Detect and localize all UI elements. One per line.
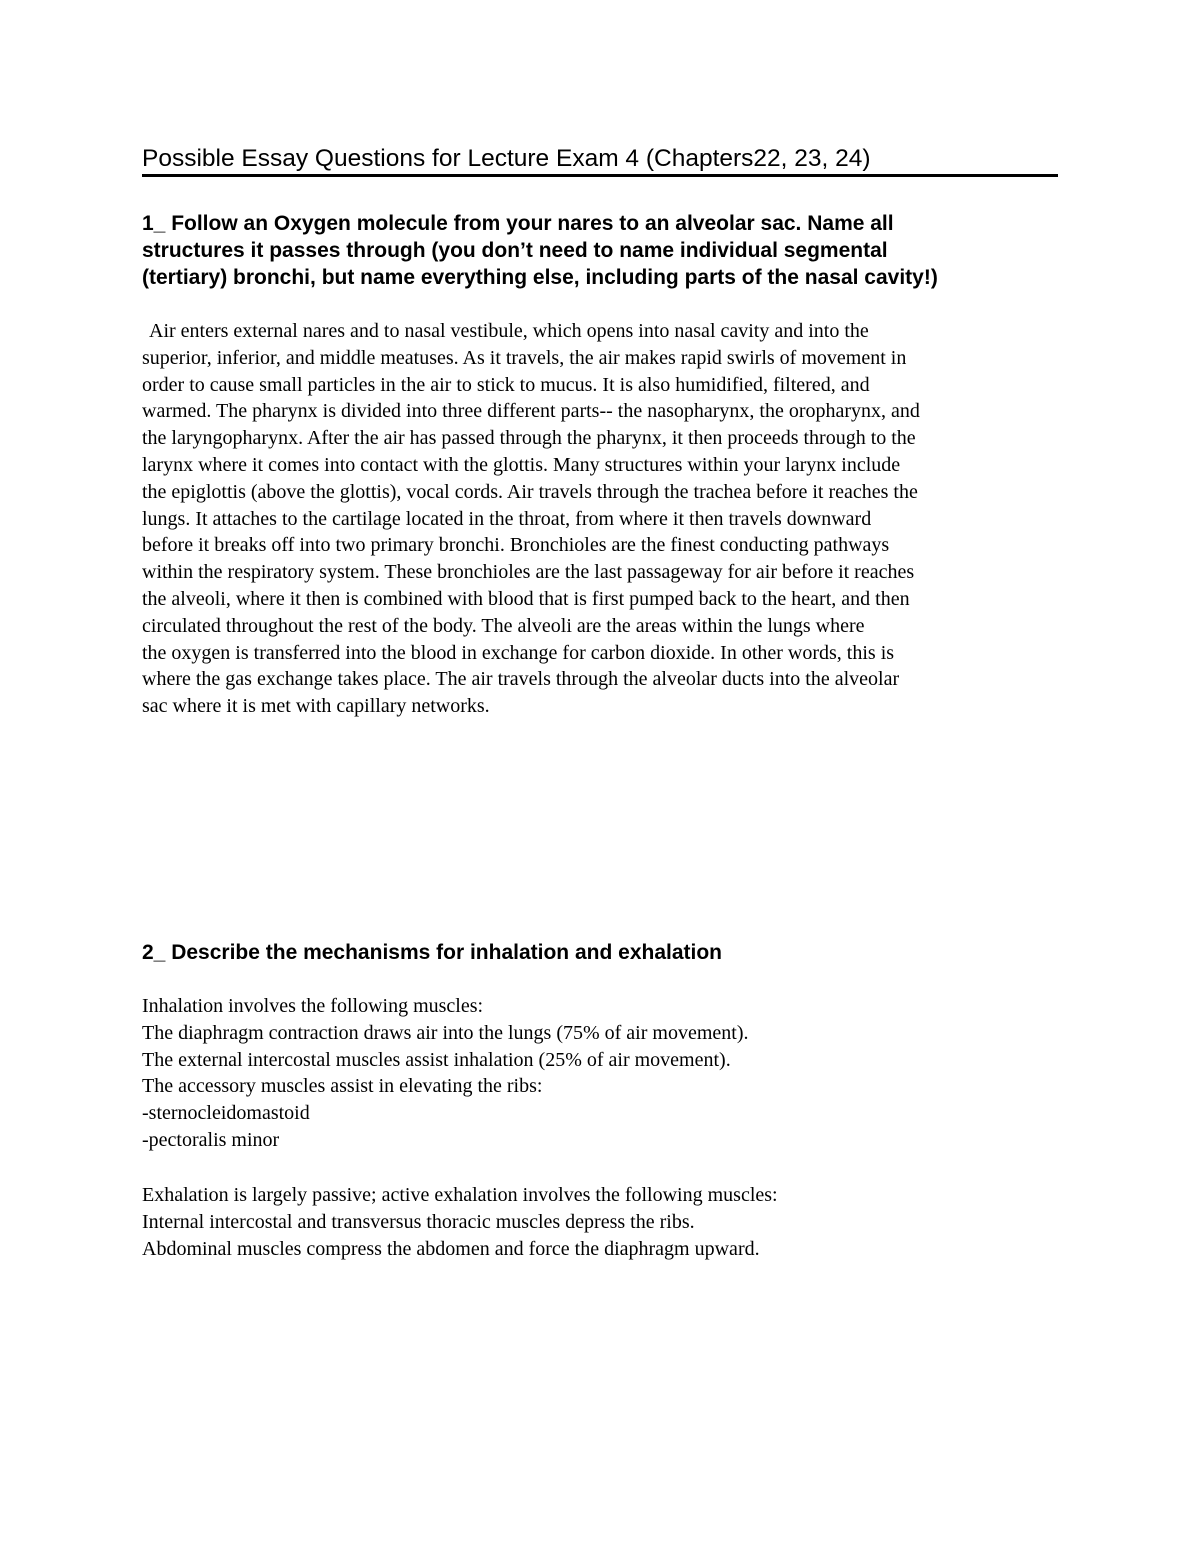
answer-line: the laryngopharynx. After the air has passed through the pharynx, it then proceeds through to the: [142, 427, 916, 450]
answer-line: superior, inferior, and middle meatuses. As it travels, the air makes rapid swirls of movement in: [142, 346, 907, 369]
question-2-prompt-line: 2_ Describe the mechanisms for inhalation and exhalation: [142, 941, 723, 964]
answer-line: where the gas exchange takes place. The air travels through the alveolar ducts into the alveolar: [142, 668, 900, 691]
question-2-prompt: [142, 939, 722, 966]
answer-line: the alveoli, where it then is combined with blood that is first pumped back to the heart, and then: [142, 587, 910, 610]
answer-line: Air enters external nares and to nasal vestibule, which opens into nasal cavity and into the: [149, 320, 869, 342]
question-1-prompt-line: (tertiary) bronchi, but name everything else, including parts of the nasal cavity!): [142, 265, 938, 289]
answer-line: Exhalation is largely passive; active exhalation involves the following muscles:: [142, 1184, 778, 1206]
answer-line: within the respiratory system. These bronchioles are the last passageway for air before it reaches: [142, 561, 915, 584]
answer-line: -pectoralis minor: [142, 1128, 280, 1151]
answer-line: the epiglottis (above the glottis), vocal cords. Air travels through the trachea before it reaches the: [142, 480, 918, 503]
answer-line: the oxygen is transferred into the blood in exchange for carbon dioxide. In other words, this is: [142, 641, 895, 664]
answer-line: order to cause small particles in the air to stick to mucus. It is also humidified, filtered, and: [142, 373, 870, 396]
question-1-answer: [142, 318, 920, 720]
answer-line: before it breaks off into two primary bronchi. Bronchioles are the finest conducting pathways: [142, 534, 890, 557]
answer-line: lungs. It attaches to the cartilage located in the throat, from where it then travels downward: [142, 507, 872, 530]
answer-line: -sternocleidomastoid: [142, 1102, 310, 1125]
document-title: Possible Essay Questions for Lecture Exam 4 (Chapters22, 23, 24): [142, 145, 871, 172]
answer-line: warmed. The pharynx is divided into three different parts-- the nasopharynx, the oropharynx, and: [142, 400, 920, 423]
answer-line: sac where it is met with capillary networks.: [142, 695, 490, 718]
question-2-exhalation: [142, 1182, 778, 1262]
answer-line: The diaphragm contraction draws air into the lungs (75% of air movement).: [142, 1021, 749, 1044]
answer-line: The external intercostal muscles assist inhalation (25% of air movement).: [142, 1048, 731, 1071]
answer-line: larynx where it comes into contact with the glottis. Many structures within your larynx include: [142, 453, 901, 476]
answer-line: Internal intercostal and transversus thoracic muscles depress the ribs.: [142, 1210, 695, 1233]
question-1-prompt-line: structures it passes through (you don’t need to name individual segmental: [142, 238, 888, 262]
answer-line: Abdominal muscles compress the abdomen and force the diaphragm upward.: [142, 1237, 760, 1260]
question-1-prompt: [142, 210, 938, 290]
title-underline: [142, 174, 1058, 177]
answer-line: circulated throughout the rest of the body. The alveoli are the areas within the lungs where: [142, 614, 865, 637]
answer-line: Inhalation involves the following muscles:: [142, 995, 484, 1017]
question-2-inhalation: [142, 993, 748, 1154]
answer-line: The accessory muscles assist in elevating the ribs:: [142, 1075, 543, 1098]
question-1-prompt-line: 1_ Follow an Oxygen molecule from your nares to an alveolar sac. Name all: [142, 212, 894, 235]
